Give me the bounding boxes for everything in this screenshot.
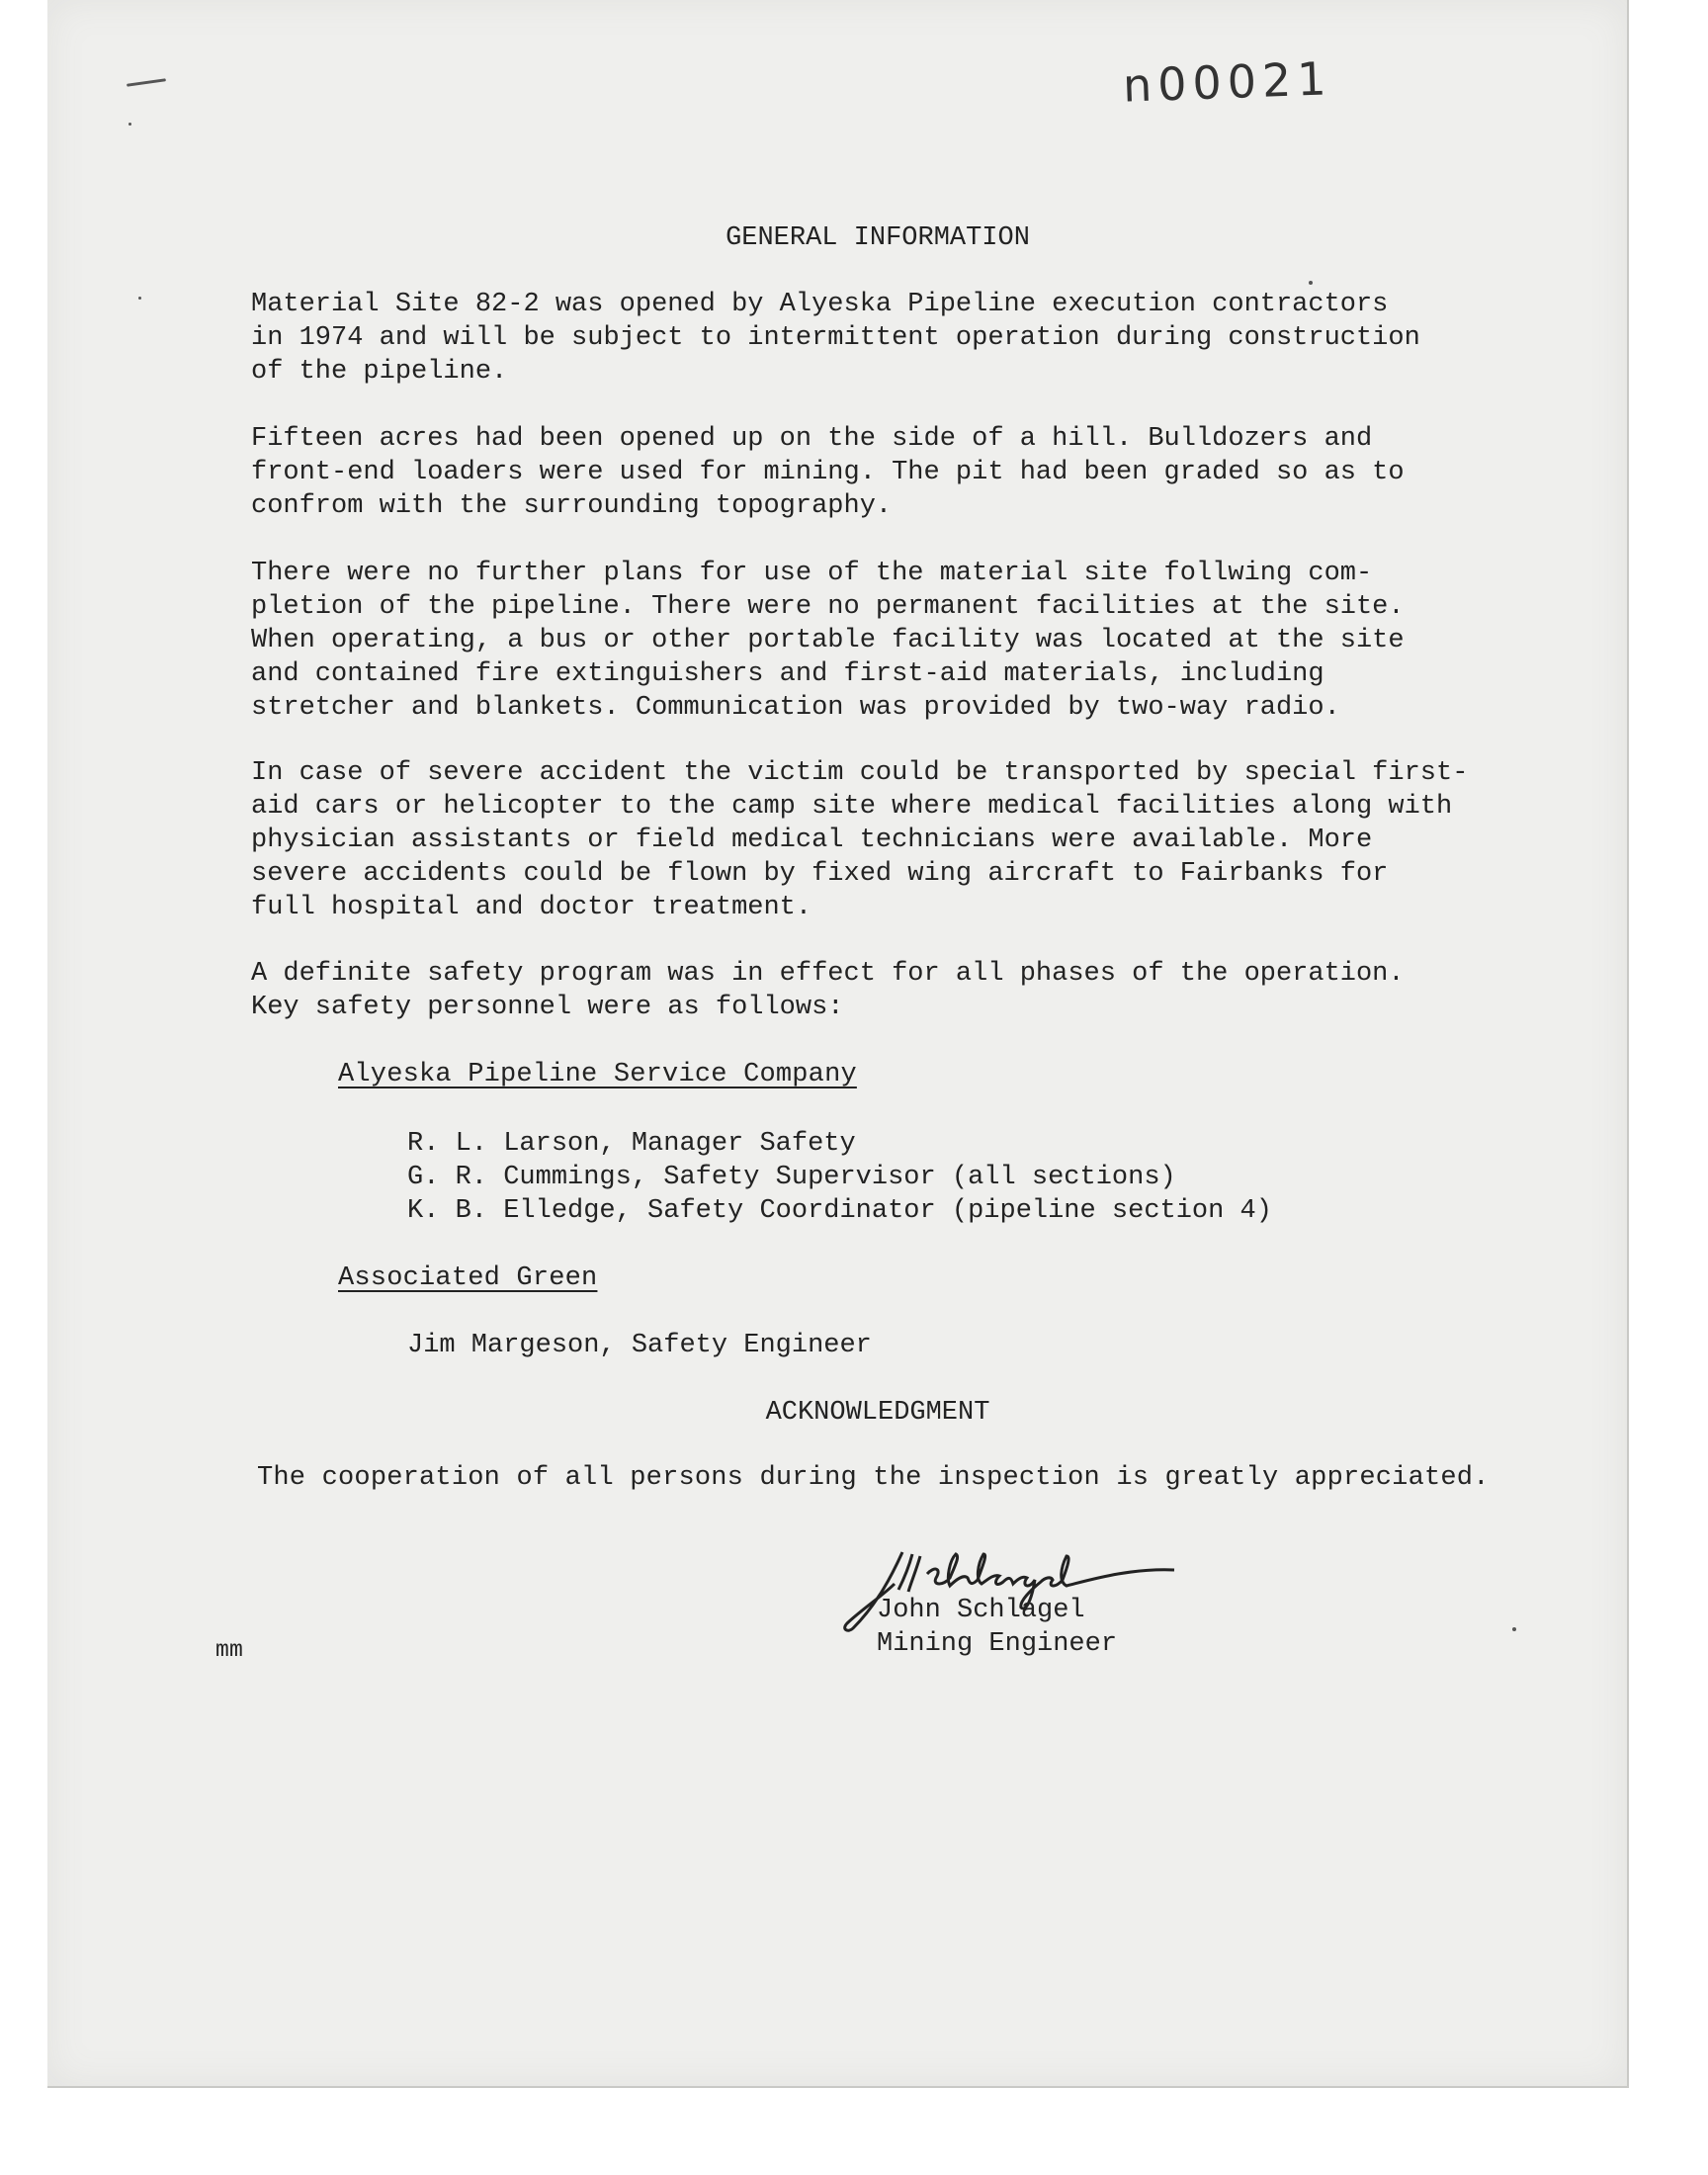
paragraph-line: There were no further plans for use of the material site follwing com- <box>251 559 1373 588</box>
personnel-item: Jim Margeson, Safety Engineer <box>407 1331 872 1360</box>
paragraph-line: confrom with the surrounding topography. <box>251 491 893 521</box>
paragraph-line: When operating, a bus or other portable facility was located at the site <box>251 626 1405 655</box>
signature-block <box>877 1594 1117 1661</box>
company-heading-associated-green: Associated Green <box>338 1263 598 1293</box>
personnel-item: R. L. Larson, Manager Safety <box>407 1129 856 1159</box>
document-number-stamp: n00021 <box>1122 51 1333 113</box>
paragraph-line: front-end loaders were used for mining. The pit had been graded so as to <box>251 458 1405 487</box>
paragraph-1 <box>251 288 1420 389</box>
alyeska-personnel-list <box>407 1127 1272 1228</box>
paper-speck <box>1512 1627 1516 1631</box>
paragraph-5 <box>251 957 1405 1024</box>
general-information-heading: GENERAL INFORMATION <box>726 223 1030 253</box>
paper-speck <box>128 123 131 126</box>
paper-speck <box>138 297 141 300</box>
typist-initials: mm <box>215 1637 244 1663</box>
paragraph-line: in 1974 and will be subject to intermittent operation during construction <box>251 323 1420 353</box>
signer-title: Mining Engineer <box>877 1629 1118 1659</box>
paragraph-line: In case of severe accident the victim could be transported by special first- <box>251 758 1469 788</box>
company-heading-alyeska: Alyeska Pipeline Service Company <box>338 1060 857 1089</box>
document-page <box>47 0 1629 2088</box>
personnel-item: G. R. Cummings, Safety Supervisor (all sections) <box>407 1163 1176 1192</box>
paragraph-line: full hospital and doctor treatment. <box>251 893 812 922</box>
personnel-item: K. B. Elledge, Safety Coordinator (pipeline section 4) <box>407 1196 1272 1226</box>
paragraph-line: A definite safety program was in effect for all phases of the operation. <box>251 959 1405 989</box>
paragraph-line: of the pipeline. <box>251 357 508 387</box>
signer-name: John Schlagel <box>877 1596 1085 1625</box>
paragraph-line: pletion of the pipeline. There were no permanent facilities at the site. <box>251 592 1405 622</box>
paragraph-line: physician assistants or field medical technicians were available. More <box>251 826 1373 855</box>
paragraph-line: and contained fire extinguishers and first-aid materials, including <box>251 659 1324 689</box>
paragraph-4 <box>251 756 1468 924</box>
paragraph-line: stretcher and blankets. Communication was provided by two-way radio. <box>251 693 1340 723</box>
acknowledgment-heading: ACKNOWLEDGMENT <box>765 1398 990 1428</box>
paper-speck <box>1309 281 1313 285</box>
paragraph-line: Fifteen acres had been opened up on the side of a hill. Bulldozers and <box>251 424 1373 454</box>
paper-mark <box>127 78 166 87</box>
paragraph-line: severe accidents could be flown by fixed wing aircraft to Fairbanks for <box>251 859 1389 889</box>
paragraph-3 <box>251 557 1405 725</box>
paragraph-2 <box>251 422 1405 523</box>
acknowledgment-text: The cooperation of all persons during the inspection is greatly appreciated. <box>257 1463 1490 1493</box>
paragraph-line: aid cars or helicopter to the camp site where medical facilities along with <box>251 792 1453 822</box>
paragraph-line: Key safety personnel were as follows: <box>251 993 844 1022</box>
associated-green-personnel-list <box>407 1329 872 1362</box>
paragraph-line: Material Site 82-2 was opened by Alyeska Pipeline execution contractors <box>251 290 1389 319</box>
